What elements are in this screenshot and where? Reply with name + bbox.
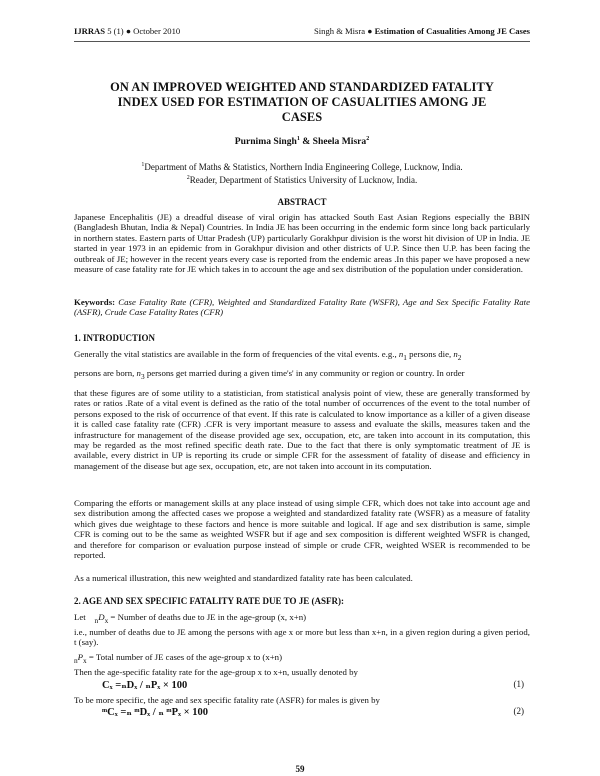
header-running-title: Singh & Misra ● Estimation of Casualities Among JE Cases	[313, 26, 530, 36]
header-journal: IJRRAS 5 (1) ● October 2010	[74, 26, 181, 36]
running-header	[74, 26, 530, 36]
equation-1: Cₓ =ₙDₓ / ₙPₓ × 100	[102, 680, 188, 691]
intro-line-2: persons are born, $n_3$ persons get married during a given time's' in any community or region or country. In order	[74, 368, 465, 381]
intro-paragraph-2: Comparing the efforts or management skills at any place instead of using simple CFR, which does not take into account age and sex distribution among the affected cases we propose a weighted and standardized fatality rate (WSFR) as a measure of fatality which gives due weightage to these factors and hence is more suitable and logical. If age and sex distribution is same, simple CFR is coming out to be the same as weighted WSFR but if age and sex composition is different weighted WSFR is changed, and therefore for comparison or evaluation purpose instead of simple or crude CFR, weighted WSER is recommended to be reported.	[74, 498, 530, 561]
title-line-3: CASES	[281, 110, 323, 124]
equation-2-number: (2)	[513, 706, 524, 716]
age-specific-rate-text: Then the age-specific fatality rate for the age-group x to x+n, usually denoted by	[74, 667, 358, 677]
keywords: Keywords: Case Fatality Rate (CFR), Weighted and Standardized Fatality Rate (WSFR), Age and Sex Specific Fatality Rate (ASFR), Crude Case Fatality Rates (CFR)	[74, 297, 530, 318]
author-list: Purnima Singh$^1$ & Sheela Misra$^2$	[234, 136, 370, 148]
intro-line-1: Generally the vital statistics are available in the form of frequencies of the vital events. e.g., $n_1$ persons die, $n_2$	[74, 349, 462, 362]
affiliation-2: $^2$Reader, Department of Statistics University of Lucknow, India.	[186, 175, 418, 185]
equation-1-number: (1)	[513, 679, 524, 689]
asfr-text: To be more specific, the age and sex specific fatality rate (ASFR) for males is given by	[74, 695, 380, 705]
section-2-heading: 2. AGE AND SEX SPECIFIC FATALITY RATE DUE TO JE (ASFR):	[74, 596, 344, 606]
definition-explanation: i.e., number of deaths due to JE among the persons with age x or more but less than x+n, in a given region during a given period, t (say).	[74, 627, 530, 648]
paper-title	[74, 80, 530, 125]
title-line-1: ON AN IMPROVED WEIGHTED AND STANDARDIZED FATALITY	[110, 80, 494, 94]
author-2: Sheela Misra	[312, 136, 367, 148]
definition-cases: $_nP_x$ = Total number of JE cases of the age-group x to (x+n)	[74, 652, 283, 665]
author-1: Purnima Singh	[234, 136, 297, 148]
section-1-heading: 1. INTRODUCTION	[74, 333, 156, 343]
header-rule	[74, 41, 530, 42]
title-line-2: INDEX USED FOR ESTIMATION OF CASUALITIES AMONG JE	[117, 95, 487, 109]
equation-2: ᵐCₓ =ₙ ᵐDₓ / ₙ ᵐPₓ × 100	[102, 707, 208, 718]
definition-deaths: Let $_nD_x$ = Number of deaths due to JE in the age-group (x, x+n)	[74, 612, 307, 625]
page-number: 59	[295, 764, 305, 774]
affiliation-1: $^1$Department of Maths & Statistics, Northern India Engineering College, Lucknow, India.	[141, 162, 463, 172]
abstract-text: Japanese Encephalitis (JE) a dreadful disease of viral origin has attacked South East Asian Regions especially the BBIN (Bangladesh Bhutan, India & Nepal) Countries. In India JE has been occurring in the endemic form since long back particularly in northern states. Eastern parts of Uttar Pradesh (UP) particularly Gorakhpur division is the worst hit division of UP in India. JE started in year 1973 in an epidemic from in Gorakhpur division and other districts of U.P. Since then U.P. has been facing the outbreak of JE; however in the recent years every case is reported from the endemic areas .In this paper we have proposed a new measure of case fatality rate for JE which takes in to account the age and sex distribution of the population under consideration.	[74, 212, 530, 275]
intro-paragraph-3: As a numerical illustration, this new weighted and standardized fatality rate has been calculated.	[74, 573, 413, 583]
intro-paragraph-1: that these figures are of some utility to a statistician, from statistical analysis point of view, these are generally transformed by rates or ratios .Rate of a vital event is defined as the ratio of the total number of occurrences of the event to the total number of persons exposed to the risk of occurrence of that event. If this rate is calculated to know importance as a killer of a given disease it is called case fatality rate (CFR) .CFR is very important measure to assess and evaluate the skills, measures taken and the infrastructure for management of the disease provided age sex, occupation, etc, are taken into account in its computation, this may be regarded as the most refined specific death rate. Due to the fact that there is only symptomatic treatment of JE is available, every district in UP is reporting its crude or simple CFR for the assessment of fatality of disease and efficiency in management of the disease but age sex, occupation, etc, are not taken into account in its computation.	[74, 388, 530, 471]
abstract-heading: ABSTRACT	[277, 197, 327, 207]
